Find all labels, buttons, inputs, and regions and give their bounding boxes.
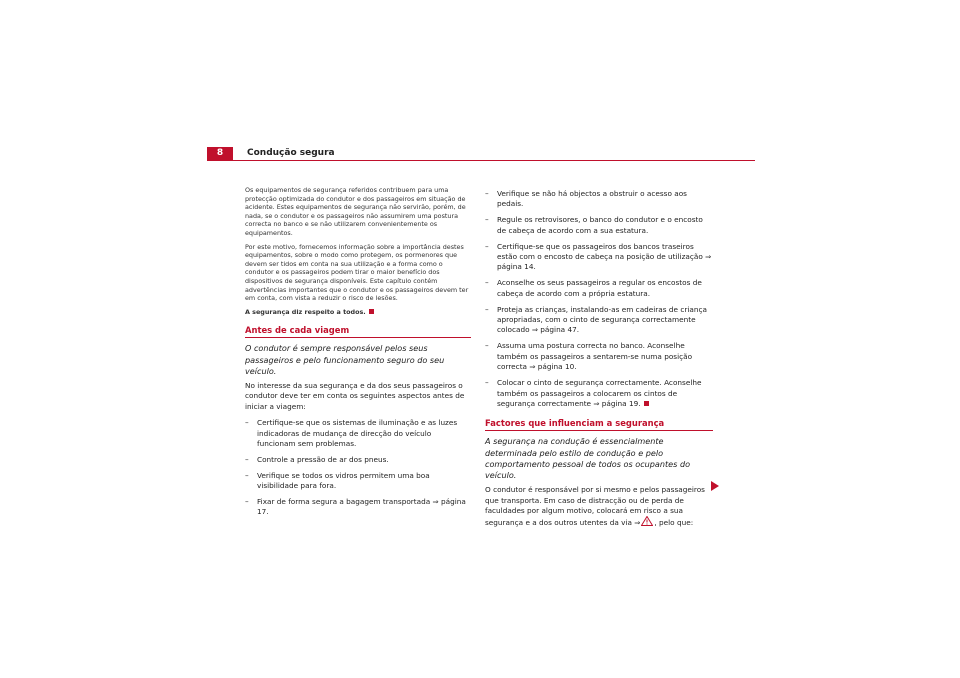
list-item: – Assuma uma postura correcta no banco. Aconselhe também os passageiros a sentarem-se numa posição correcta ⇒ página 10. bbox=[485, 341, 713, 372]
section-body-factores bbox=[485, 485, 713, 529]
list-item: – Aconselhe os seus passageiros a regular os encostos de cabeça de acordo com a própria estatura. bbox=[485, 278, 713, 299]
page-header bbox=[207, 147, 755, 160]
list-item: – Fixar de forma segura a bagagem transportada ⇒ página 17. bbox=[245, 497, 471, 518]
end-square-icon bbox=[369, 309, 374, 314]
page-number: 8 bbox=[207, 147, 233, 160]
intro-paragraph-3-text: A segurança diz respeito a todos. bbox=[245, 307, 366, 316]
list-item: – Proteja as crianças, instalando-as em cadeiras de criança apropriadas, com o cinto de segurança correctamente colocado ⇒ página 47. bbox=[485, 305, 713, 336]
intro-paragraph-1: Os equipamentos de segurança referidos contribuem para uma protecção optimizada do condutor e dos passageiros em situação de acidente. Estes equipamentos de segurança não servirão, porém, de nada, se o condutor e os passageiros não assumirem uma postura correcta no banco e se não utilizarem convenientemente os equipamentos. bbox=[245, 186, 466, 237]
body-text-after-icon: , pelo que: bbox=[654, 518, 694, 528]
header-rule bbox=[207, 160, 755, 161]
section-intro-antes: O condutor é sempre responsável pelos seus passageiros e pelo funcionamento seguro do seu veículo. bbox=[245, 343, 445, 376]
list-item-last bbox=[485, 378, 713, 409]
list-item: – Verifique se não há objectos a obstruir o acesso aos pedais. bbox=[485, 189, 713, 210]
chapter-title: Condução segura bbox=[247, 148, 335, 158]
list-item: – Verifique se todos os vidros permitem uma boa visibilidade para fora. bbox=[245, 471, 471, 492]
section-intro-factores: A segurança na condução é essencialmente determinada pelo estilo de condução e pelo comportamento pessoal de todos os ocupantes do veículo. bbox=[485, 436, 691, 480]
checklist-right bbox=[485, 189, 713, 409]
list-item: – Controle a pressão de ar dos pneus. bbox=[245, 455, 471, 465]
list-item-last-text: Colocar o cinto de segurança correctamente. Aconselhe também os passageiros a colocarem os cintos de segurança correctamente ⇒ página 19. bbox=[497, 378, 702, 408]
body-text-before-icon: O condutor é responsável por si mesmo e pelos passageiros que transporta. Em caso de distracção ou de perda de faculdades por algum motivo, colocará em risco a sua segurança e a dos outros utentes da via ⇒ bbox=[485, 485, 705, 528]
continue-arrow-icon bbox=[711, 481, 719, 491]
checklist-left bbox=[245, 418, 471, 518]
section-body-antes: No interesse da sua segurança e da dos seus passageiros o condutor deve ter em conta os seguintes aspectos antes de iniciar a viagem: bbox=[245, 380, 465, 411]
intro-paragraph-3 bbox=[245, 308, 471, 317]
intro-paragraph-2: Por este motivo, fornecemos informação sobre a importância destes equipamentos, sobre o modo como protegem, os pormenores que devem ser tidos em conta na sua utilização e a forma como o condutor e os passageiros podem tirar o maior benefício dos dispositivos de segurança disponíveis. Este capítulo contém advertências importantes que o condutor e os passageiros devem ter em conta, com vista a reduzir o risco de lesões. bbox=[245, 242, 469, 303]
section-title-antes: Antes de cada viagem bbox=[245, 325, 471, 338]
list-item: – Certifique-se que os passageiros dos bancos traseiros estão com o encosto de cabeça na posição de utilização ⇒ página 14. bbox=[485, 242, 713, 273]
warning-triangle-icon bbox=[641, 516, 653, 526]
end-square-icon bbox=[644, 401, 649, 406]
list-item: – Certifique-se que os sistemas de iluminação e as luzes indicadoras de mudança de direcção do veículo funcionam sem problemas. bbox=[245, 418, 471, 449]
list-item: – Regule os retrovisores, o banco do condutor e o encosto de cabeça de acordo com a sua estatura. bbox=[485, 215, 713, 236]
right-column bbox=[485, 189, 713, 535]
left-column bbox=[245, 186, 471, 523]
section-title-factores: Factores que influenciam a segurança bbox=[485, 418, 713, 431]
